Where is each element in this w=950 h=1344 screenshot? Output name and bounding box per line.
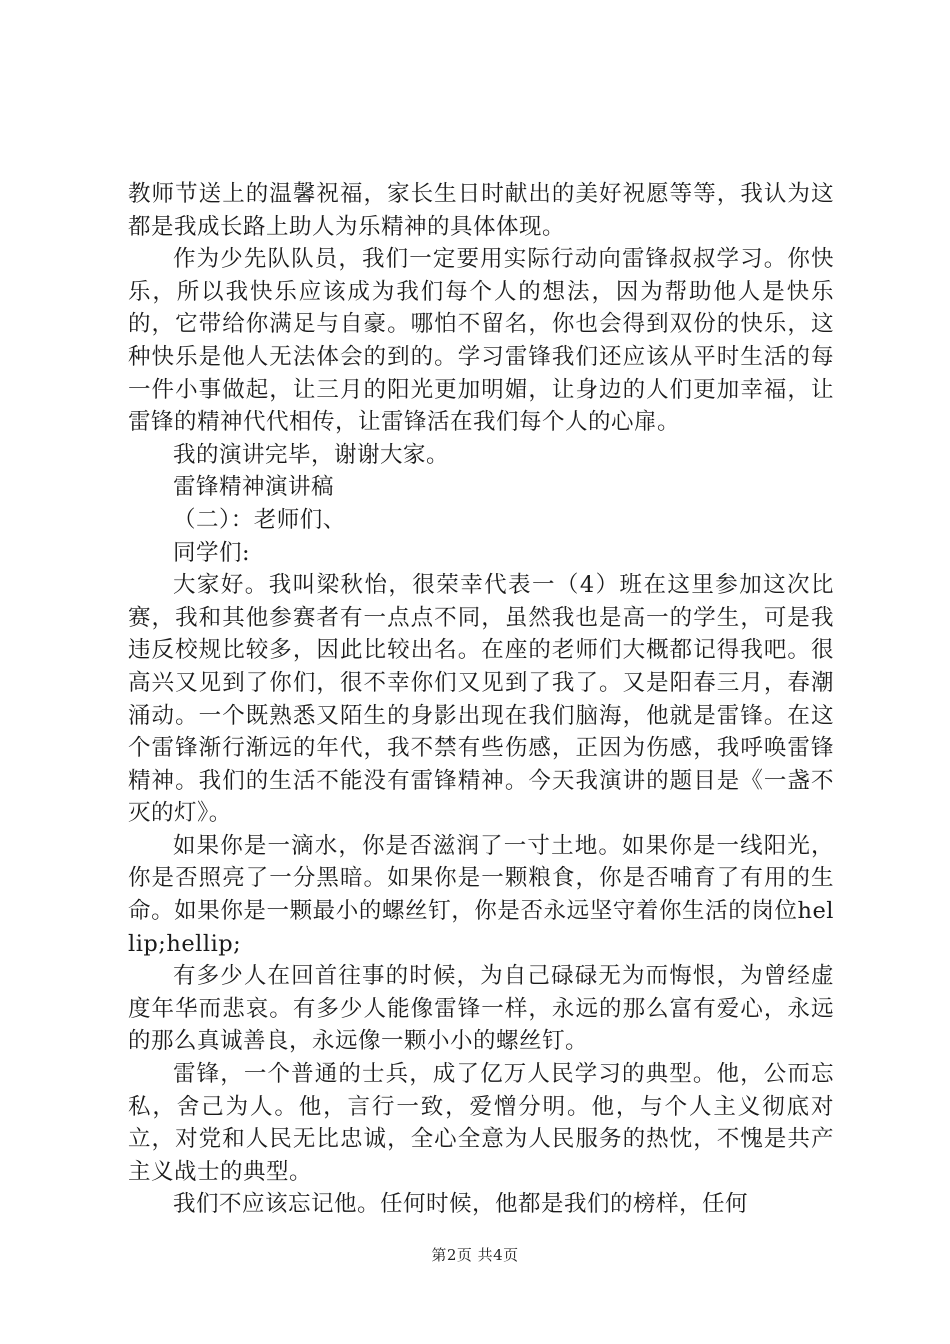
paragraph-8: 如果你是一滴水，你是否滋润了一寸土地。如果你是一线阳光，你是否照亮了一分黑暗。如果你是一颗粮食，你是否哺育了有用的生命。如果你是一颗最小的螺丝钉，你是否永远坚守着你生活的岗位hellip;hellip; bbox=[128, 832, 834, 957]
paragraph-2: 作为少先队队员，我们一定要用实际行动向雷锋叔叔学习。你快乐，所以我快乐应该成为我们每个人的想法，因为帮助他人是快乐的，它带给你满足与自豪。哪怕不留名，你也会得到双份的快乐，这种快乐是他人无法体会的到的。学习雷锋我们还应该从平时生活的每一件小事做起，让三月的阳光更加明媚，让身边的人们更加幸福，让雷锋的精神代代相传，让雷锋活在我们每个人的心扉。 bbox=[128, 246, 834, 436]
section-title: 雷锋精神演讲稿 bbox=[173, 474, 335, 501]
document-body bbox=[128, 178, 834, 1221]
paragraph-11: 我们不应该忘记他。任何时候，他都是我们的榜样，任何 bbox=[173, 1191, 749, 1218]
paragraph-6: 同学们: bbox=[173, 539, 251, 566]
paragraph-1: 教师节送上的温馨祝福，家长生日时献出的美好祝愿等等，我认为这都是我成长路上助人为乐精神的具体体现。 bbox=[128, 181, 834, 240]
paragraph-3: 我的演讲完毕，谢谢大家。 bbox=[173, 441, 450, 468]
paragraph-5: （二）：老师们、 bbox=[173, 506, 346, 533]
paragraph-7: 大家好。我叫梁秋怡，很荣幸代表一（4）班在这里参加这次比赛，我和其他参赛者有一点点不同，虽然我也是高一的学生，可是我违反校规比较多，因此比较出名。在座的老师们大概都记得我吧。很高兴又见到了你们，很不幸你们又见到了我了。又是阳春三月，春潮涌动。一个既熟悉又陌生的身影出现在我们脑海，他就是雷锋。在这个雷锋渐行渐远的年代，我不禁有些伤感，正因为伤感，我呼唤雷锋精神。我们的生活不能没有雷锋精神。今天我演讲的题目是《一盏不灭的灯》。 bbox=[128, 572, 834, 827]
paragraph-9: 有多少人在回首往事的时候，为自己碌碌无为而悔恨，为曾经虚度年华而悲哀。有多少人能像雷锋一样，永远的那么富有爱心，永远的那么真诚善良，永远像一颗小小的螺丝钉。 bbox=[128, 963, 834, 1055]
paragraph-10: 雷锋，一个普通的士兵，成了亿万人民学习的典型。他，公而忘私，舍己为人。他，言行一致，爱憎分明。他，与个人主义彻底对立，对党和人民无比忠诚，全心全意为人民服务的热忱，不愧是共产主义战士的典型。 bbox=[128, 1061, 834, 1185]
page-number-footer: 第2页 共4页 bbox=[431, 1246, 519, 1264]
